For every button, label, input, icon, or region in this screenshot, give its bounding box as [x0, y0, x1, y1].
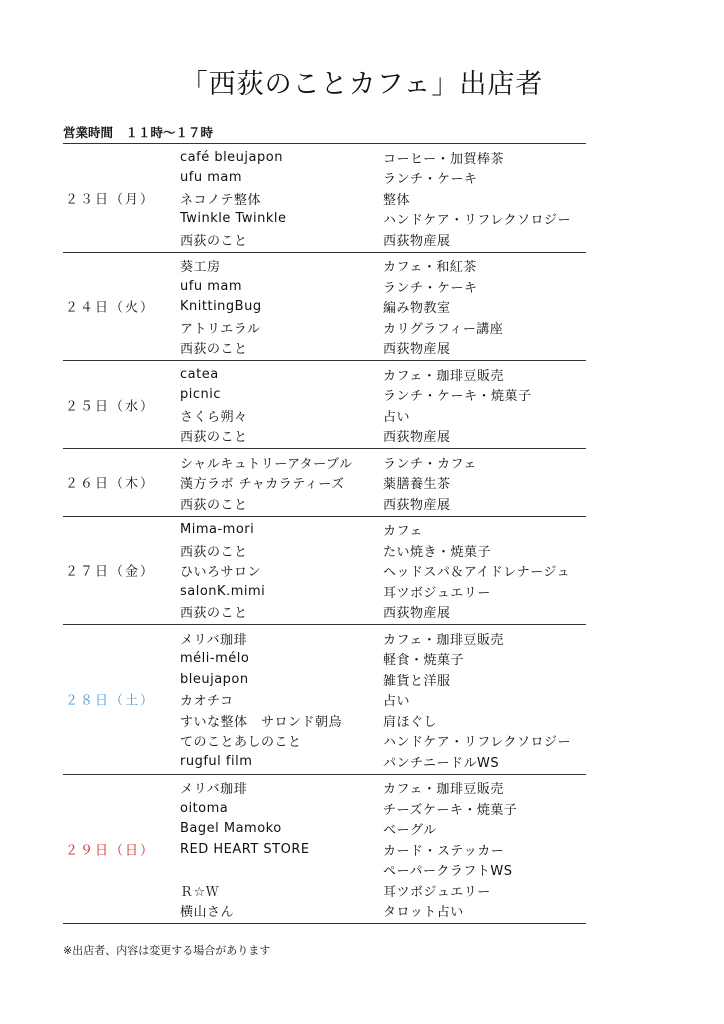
- vendor-schedule: [63, 143, 586, 924]
- vendor-row: [63, 426, 586, 447]
- vendor-name: 西荻のこと: [180, 497, 248, 513]
- vendor-row: [63, 731, 586, 752]
- vendor-row: [63, 710, 586, 731]
- vendor-offering: 西荻物産展: [383, 233, 451, 249]
- vendor-name: RED HEART STORE: [180, 841, 310, 857]
- vendor-offering: ランチ・カフェ: [383, 456, 477, 472]
- vendor-name: ufu mam: [180, 278, 242, 294]
- vendor-name: てのことあしのこと: [180, 735, 302, 751]
- vendor-row: [63, 581, 586, 602]
- vendor-row: [63, 209, 586, 230]
- day-label: ２８日（土）: [65, 693, 156, 709]
- vendor-offering: ベーグル: [383, 823, 437, 839]
- vendor-offering: ランチ・ケーキ・焼菓子: [383, 389, 532, 405]
- vendor-name: Twinkle Twinkle: [180, 211, 287, 227]
- vendor-row: [63, 860, 586, 881]
- day-label: ２９日（日）: [65, 843, 156, 859]
- vendor-name: 横山さん: [180, 905, 235, 921]
- vendor-row: [63, 602, 586, 623]
- vendor-row: [63, 493, 586, 514]
- vendor-name: ufu mam: [180, 170, 242, 186]
- vendor-offering: ハンドケア・リフレクソロジー: [383, 213, 571, 229]
- vendor-row: [63, 147, 586, 168]
- vendor-offering: 耳ツボジュエリー: [383, 884, 491, 900]
- day-block: [63, 517, 586, 626]
- change-notice: ※出店者、内容は変更する場合があります: [63, 944, 271, 957]
- vendor-name: café bleujapon: [180, 149, 283, 165]
- vendor-offering: カフェ: [383, 524, 423, 540]
- vendor-name: 西荻のこと: [180, 606, 248, 622]
- vendor-name: すいな整体 サロンド朝烏: [180, 714, 343, 730]
- vendor-name: アトリエラル: [180, 321, 261, 337]
- vendor-offering: カフェ・珈琲豆販売: [383, 782, 504, 798]
- vendor-offering: タロット占い: [383, 905, 464, 921]
- vendor-row: [63, 649, 586, 670]
- vendor-row: [63, 798, 586, 819]
- vendor-offering: 雑貨と洋服: [383, 673, 451, 689]
- vendor-row: [63, 317, 586, 338]
- vendor-offering: たい焼き・焼菓子: [383, 544, 492, 560]
- vendor-offering: 編み物教室: [383, 301, 451, 317]
- vendor-name: 西荻のこと: [180, 342, 248, 358]
- day-label: ２３日（月）: [65, 192, 156, 208]
- vendor-name: ネコノテ整体: [180, 192, 262, 208]
- vendor-row: [63, 168, 586, 189]
- vendor-offering: 軽食・焼菓子: [383, 653, 465, 669]
- vendor-name: メリバ珈琲: [180, 632, 248, 648]
- vendor-offering: 耳ツボジュエリー: [383, 585, 491, 601]
- vendor-name: catea: [180, 366, 219, 382]
- vendor-row: [63, 669, 586, 690]
- day-block: [63, 449, 586, 517]
- vendor-name: 漢方ラボ チャカラティーズ: [180, 477, 345, 493]
- vendor-name: ひいろサロン: [180, 565, 262, 581]
- day-block: [63, 253, 586, 362]
- vendor-row: [63, 452, 586, 473]
- vendor-offering: パンチニードルWS: [383, 755, 500, 771]
- vendor-name: rugful film: [180, 753, 253, 769]
- vendor-row: [63, 229, 586, 250]
- vendor-name: メリバ珈琲: [180, 782, 248, 798]
- vendor-name: シャルキュトリーアターブル: [180, 456, 353, 472]
- vendor-name: Bagel Mamoko: [180, 821, 282, 837]
- vendor-name: 西荻のこと: [180, 430, 248, 446]
- vendor-offering: カード・ステッカー: [383, 843, 505, 859]
- vendor-name: picnic: [180, 387, 222, 403]
- vendor-row: [63, 520, 586, 541]
- vendor-name: bleujapon: [180, 671, 249, 687]
- day-label: ２７日（金）: [65, 564, 156, 580]
- day-block: [63, 361, 586, 449]
- vendor-offering: 西荻物産展: [383, 430, 451, 446]
- day-block: [63, 775, 586, 925]
- vendor-name: さくら朔々: [180, 409, 248, 425]
- vendor-offering: 西荻物産展: [383, 606, 451, 622]
- vendor-offering: 占い: [383, 694, 411, 710]
- day-label: ２５日（水）: [65, 399, 156, 414]
- vendor-row: [63, 256, 586, 277]
- vendor-offering: ランチ・ケーキ: [383, 280, 478, 296]
- vendor-offering: カリグラフィー講座: [383, 321, 504, 337]
- vendor-row: [63, 364, 586, 385]
- vendor-name: 葵工房: [180, 260, 221, 276]
- vendor-offering: チーズケーキ・焼菓子: [383, 802, 518, 818]
- vendor-row: [63, 751, 586, 772]
- vendor-offering: 薬膳養生茶: [383, 477, 451, 493]
- vendor-row: [63, 276, 586, 297]
- day-label: ２４日（火）: [65, 300, 156, 316]
- vendor-offering: カフェ・和紅茶: [383, 260, 477, 276]
- vendor-name: méli-mélo: [180, 651, 250, 667]
- vendor-row: [63, 540, 586, 561]
- vendor-name: oitoma: [180, 800, 229, 816]
- day-label: ２６日（木）: [65, 476, 156, 492]
- day-block: [63, 144, 586, 253]
- vendor-name: 西荻のこと: [180, 233, 248, 249]
- vendor-name: KnittingBug: [180, 299, 262, 315]
- vendor-name: カオチコ: [180, 694, 234, 710]
- day-block: [63, 625, 586, 775]
- vendor-row: [63, 819, 586, 840]
- vendor-offering: 占い: [383, 409, 411, 425]
- vendor-name: 西荻のこと: [180, 544, 248, 560]
- vendor-row: [63, 901, 586, 922]
- vendor-offering: 肩ほぐし: [383, 714, 438, 730]
- vendor-offering: ペーパークラフトWS: [383, 864, 513, 880]
- vendor-offering: 西荻物産展: [383, 497, 451, 513]
- vendor-offering: 西荻物産展: [383, 342, 451, 358]
- vendor-offering: ハンドケア・リフレクソロジー: [383, 735, 571, 751]
- vendor-row: [63, 628, 586, 649]
- vendor-name: salonK.mimi: [180, 583, 266, 599]
- vendor-offering: コーヒー・加賀棒茶: [383, 151, 504, 167]
- vendor-row: [63, 880, 586, 901]
- vendor-offering: 整体: [383, 192, 411, 208]
- vendor-offering: ランチ・ケーキ: [383, 172, 478, 188]
- vendor-row: [63, 338, 586, 359]
- vendor-offering: ヘッドスパ＆アイドレナージュ: [383, 565, 571, 581]
- vendor-row: [63, 778, 586, 799]
- vendor-name: Ｒ☆Ｗ: [180, 884, 220, 900]
- vendor-offering: カフェ・珈琲豆販売: [383, 368, 504, 384]
- page-title: 「西荻のことカフェ」出店者: [180, 69, 544, 100]
- business-hours: 営業時間 １１時～１７時: [63, 125, 214, 140]
- vendor-name: Mima-mori: [180, 522, 255, 538]
- vendor-offering: カフェ・珈琲豆販売: [383, 632, 504, 648]
